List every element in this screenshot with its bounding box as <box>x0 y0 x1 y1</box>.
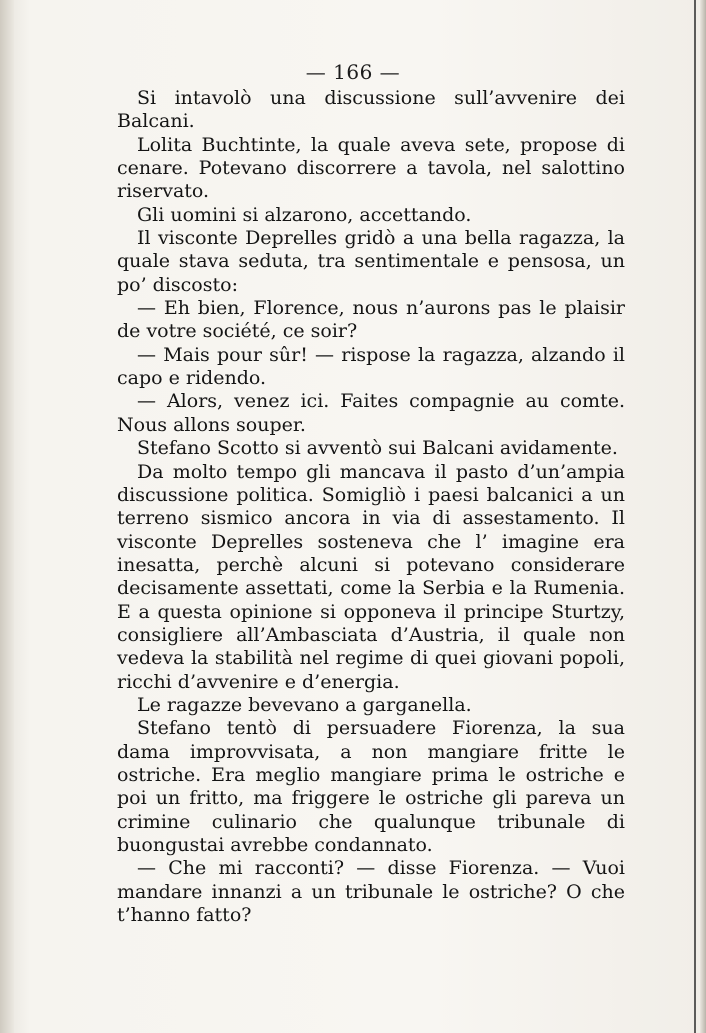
paragraph-2: Lolita Buchtinte, la quale aveva sete, propose di cenare. Potevano discorrere a tavola, nel salottino riservato. <box>117 133 625 203</box>
paragraph-6: — Mais pour sûr! — rispose la ragazza, alzando il capo e ridendo. <box>117 343 625 390</box>
paragraph-12: — Che mi racconti? — disse Fiorenza. — Vuoi mandare innanzi a un tribunale le ostriche? O che t’hanno fatto? <box>117 857 625 927</box>
paragraph-9: Da molto tempo gli mancava il pasto d’un’ampia discussione politica. Somigliò i paesi balcanici a un terreno sismico ancora in via di assestamento. Il visconte Deprelles sosteneva che l’ imagine era inesatta, perchè alcuni si potevano considerare decisamente assettati, come la Serbia e la Rumenia. E a questa opinione si opponeva il principe Sturtzy, consigliere all’Ambasciata d’Austria, il quale non vedeva la stabilità nel regime di quei giovani popoli, ricchi d’avvenire e d’energia. <box>117 460 625 693</box>
page-right-edge <box>700 0 706 1033</box>
paragraph-8: Stefano Scotto si avventò sui Balcani avidamente. <box>137 437 618 460</box>
page-edge-rule <box>694 0 696 1033</box>
paragraph-3: Gli uomini si alzarono, accettando. <box>137 203 472 226</box>
paragraph-5: — Eh bien, Florence, nous n’aurons pas le plaisir de votre société, ce soir? <box>117 297 625 343</box>
paragraph-4: Il visconte Deprelles gridò a una bella ragazza, la quale stava seduta, tra sentimentale e pensosa, un po’ discosto: <box>117 227 625 296</box>
paragraph-7: — Alors, venez ici. Faites compagnie au comte. Nous allons souper. <box>117 390 625 436</box>
paragraph-10: Le ragazze bevevano a garganella. <box>137 693 472 716</box>
paragraph-11: Stefano tentò di persuadere Fiorenza, la sua dama improvvisata, a non mangiare fritte le ostriche. Era meglio mangiare prima le ostriche e poi un fritto, ma friggere le ostriche gli pareva un crimine culinario che qualunque tribunale di buongustai avrebbe condannato. <box>117 717 625 856</box>
paragraph-1: Si intavolò una discussione sull’avvenire dei Balcani. <box>117 87 625 133</box>
page-number: — 166 — <box>305 60 401 84</box>
page-binding-edge <box>0 0 14 1033</box>
body-text <box>117 87 625 927</box>
